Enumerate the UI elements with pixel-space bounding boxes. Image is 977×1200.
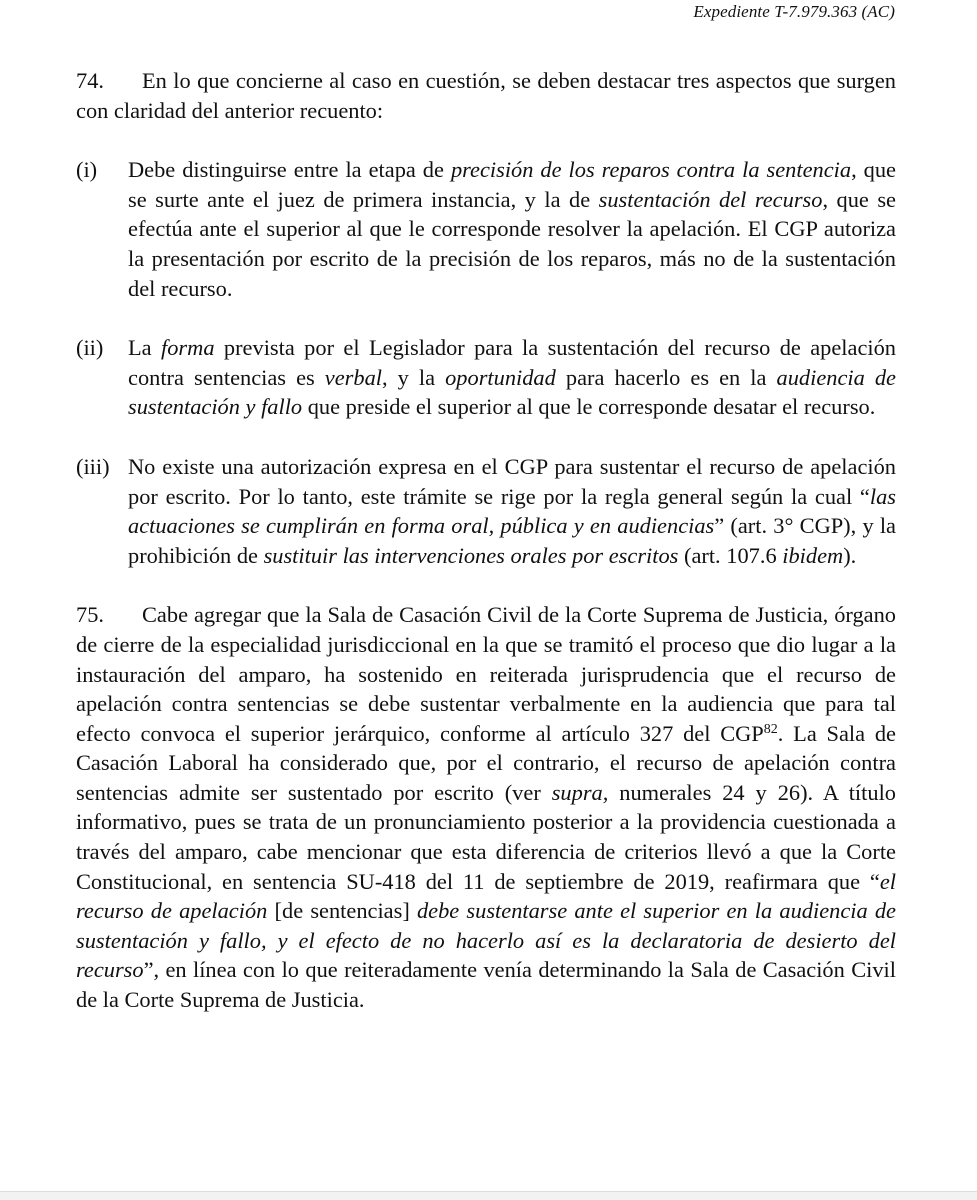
- document-body: [76, 66, 896, 1045]
- italic-run: precisión de los reparos contra la sentencia: [450, 157, 852, 183]
- italic-run: sustentación del recurso: [598, 186, 823, 212]
- italic-run: debe sustentarse ante el superior en la audiencia de sustentación y fallo, y el efecto de no hacerlo así es la declaratoria de desierto del recurso: [76, 898, 896, 983]
- text-run: , que se efectúa ante el superior al que le corresponde resolver la apelación. El CGP autoriza la presentación por escrito de la precisión de los reparos, más no de la sustentación del recurso.: [128, 186, 896, 301]
- paragraph-text: En lo que concierne al caso en cuestión, se deben destacar tres aspectos que surgen con claridad del anterior recuento:: [76, 68, 896, 123]
- text-run: que preside el superior al que le corresponde desatar el recurso.: [302, 394, 876, 420]
- list-item-text: [128, 452, 896, 570]
- paragraph-number: 75.: [76, 602, 104, 628]
- page-bottom-edge: [0, 1191, 977, 1200]
- text-run: La: [128, 335, 162, 361]
- list-item-text: [128, 155, 896, 303]
- text-run: Debe distinguirse entre la etapa de: [128, 157, 451, 183]
- italic-run: ibidem: [782, 542, 844, 568]
- case-file-header: Expediente T-7.979.363 (AC): [693, 2, 895, 21]
- italic-run: el recurso de apelación: [76, 868, 896, 924]
- text-run: Cabe agregar que la Sala de Casación Civil de la Corte Suprema de Justicia, órgano de cierre de la especialidad jurisdiccional en la que se tramitó el proceso que dio lugar a la instauración del amparo, ha sostenido en reiterada jurisprudencia que el recurso de apelación contra sentencias se debe sustentar verbalmente en la audiencia que para tal efecto convoca el superior jerárquico, conforme al artículo 327 del CGP: [76, 602, 896, 746]
- paragraph-75: [76, 600, 896, 1014]
- text-run: (art. 107.6: [678, 542, 783, 568]
- list-item-iii: [76, 452, 896, 570]
- text-run: , que se surte ante el juez de primera instancia, y la de: [128, 157, 896, 212]
- italic-run: sustituir las intervenciones orales por escritos: [263, 542, 679, 568]
- italic-run: forma: [161, 335, 215, 361]
- italic-run: supra,: [551, 779, 609, 805]
- text-run: ”, en línea con lo que reiteradamente venía determinando la Sala de Casación Civil de la Corte Suprema de Justicia.: [76, 957, 896, 1013]
- list-item-label: (i): [76, 157, 98, 183]
- italic-run: verbal: [324, 364, 382, 390]
- paragraph-number: 74.: [76, 68, 104, 93]
- text-run: prevista por el Legislador para la sustentación del recurso de apelación contra sentencias es: [128, 335, 896, 390]
- text-run: para hacerlo es en la: [555, 364, 777, 390]
- list-item-text: [128, 333, 896, 422]
- list-item-i: [76, 155, 896, 303]
- text-run: [de sentencias]: [267, 898, 417, 924]
- text-run: ).: [843, 542, 857, 568]
- text-run: , y la: [381, 364, 446, 390]
- italic-run: audiencia de sustentación y fallo: [128, 364, 896, 420]
- paragraph-74: [76, 66, 896, 125]
- italic-run: las actuaciones se cumplirán en forma oral, pública y en audiencias: [128, 483, 896, 539]
- list-item-label: (iii): [76, 453, 110, 479]
- list-item-ii: [76, 333, 896, 422]
- italic-run: oportunidad: [445, 364, 556, 390]
- text-run: . La Sala de Casación Laboral ha considerado que, por el contrario, el recurso de apelación contra sentencias admite ser sustentado por escrito (ver: [76, 720, 896, 805]
- text-run: No existe una autorización expresa en el CGP para sustentar el recurso de apelación por escrito. Por lo tanto, este trámite se rige por la regla general según la cual “: [128, 453, 896, 509]
- footnote-reference[interactable]: 82: [763, 721, 778, 737]
- text-run: ” (art. 3° CGP), y la prohibición de: [128, 513, 896, 568]
- text-run: numerales 24 y 26). A título informativo, pues se trata de un pronunciamiento posterior a la providencia cuestionada a través del amparo, cabe mencionar que esta diferencia de criterios llevó a que la Corte Constitucional, en sentencia SU-418 del 11 de septiembre de 2019, reafirmara que “: [76, 779, 896, 894]
- list-item-label: (ii): [76, 335, 104, 361]
